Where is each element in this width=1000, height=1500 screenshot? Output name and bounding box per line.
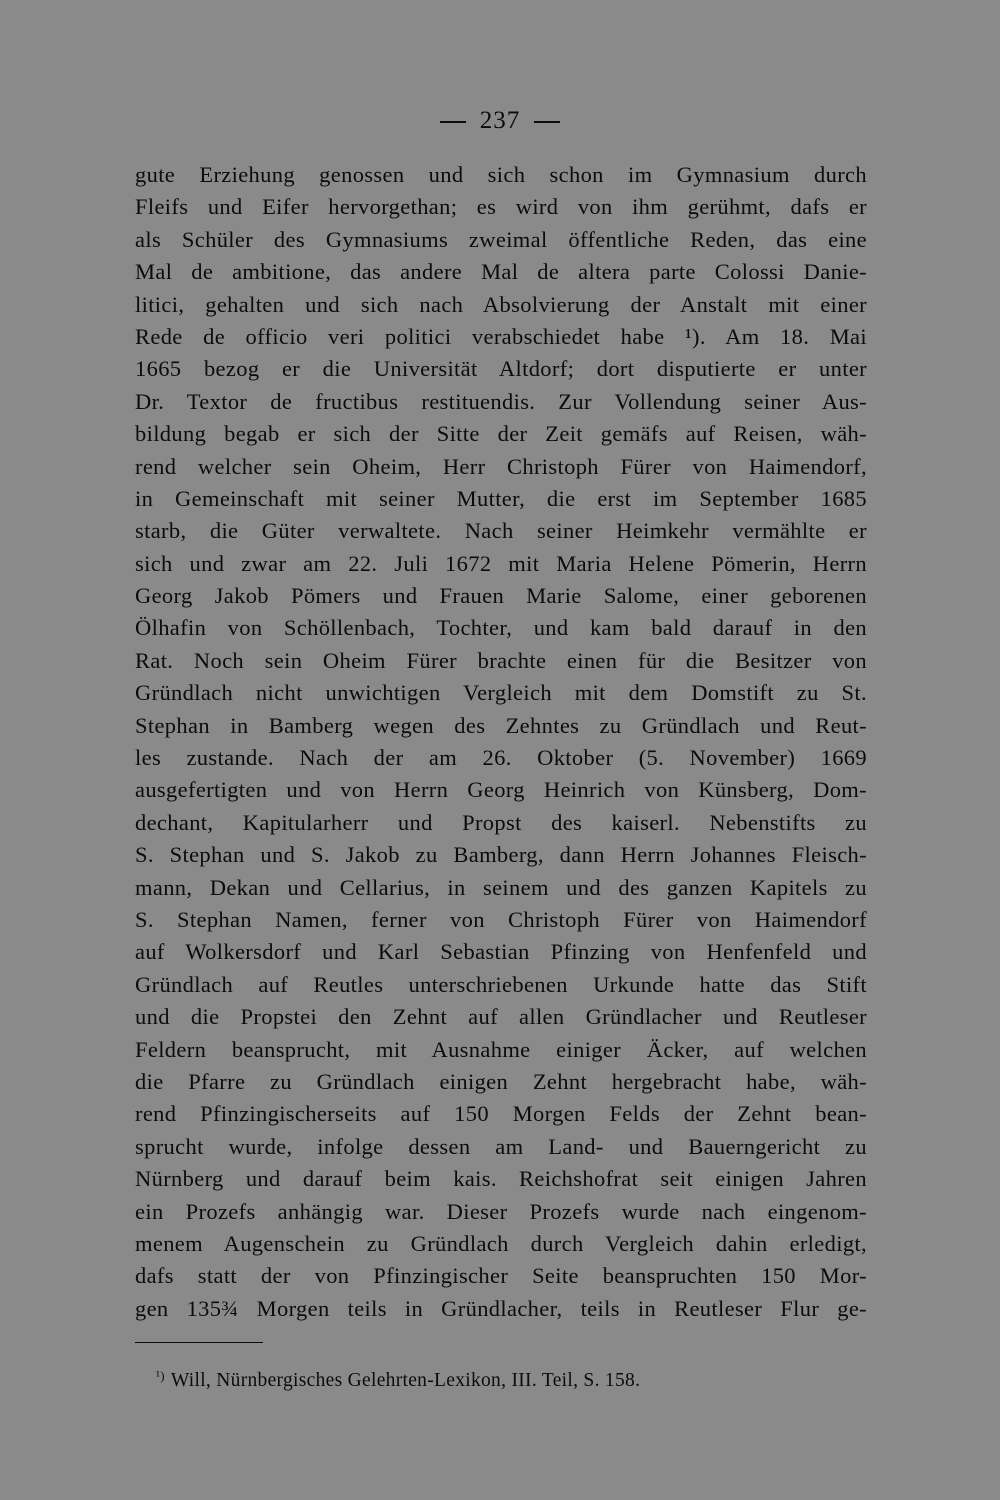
- text-line: Mal de ambitione, das andere Mal de altera parte Colossi Danie-: [135, 259, 867, 285]
- text-line: Ölhafin von Schöllenbach, Tochter, und kam bald darauf in den: [135, 615, 867, 641]
- footnote-rule: [135, 1342, 263, 1343]
- text-line: in Gemeinschaft mit seiner Mutter, die erst im September 1685: [135, 485, 867, 511]
- text-line: dechant, Kapitularherr und Propst des kaiserl. Nebenstifts zu: [135, 809, 867, 835]
- text-line: Gründlach auf Reutles unterschriebenen Urkunde hatte das Stift: [135, 971, 867, 997]
- text-line: bildung begab er sich der Sitte der Zeit gemäfs auf Reisen, wäh-: [135, 421, 867, 447]
- footnote-text: Will, Nürnbergisches Gelehrten-Lexikon, III. Teil, S. 158.: [170, 1370, 641, 1391]
- text-line: sprucht wurde, infolge dessen am Land- und Bauerngericht zu: [135, 1133, 867, 1159]
- text-line: gen 135¾ Morgen teils in Gründlacher, teils in Reutleser Flur ge-: [135, 1295, 867, 1321]
- text-line: Rat. Noch sein Oheim Fürer brachte einen für die Besitzer von: [135, 647, 867, 673]
- text-line: les zustande. Nach der am 26. Oktober (5. November) 1669: [135, 745, 867, 771]
- left-dash: [440, 121, 466, 123]
- text-line: ausgefertigten und von Herrn Georg Heinrich von Künsberg, Dom-: [135, 777, 867, 803]
- text-line: dafs statt der von Pfinzingischer Seite beanspruchten 150 Mor-: [135, 1263, 867, 1289]
- footnote-marker: ¹): [156, 1368, 165, 1383]
- footnote: [156, 1362, 640, 1395]
- text-line: die Pfarre zu Gründlach einigen Zehnt hergebracht habe, wäh-: [135, 1068, 867, 1094]
- page-number: 237: [479, 107, 521, 134]
- text-line: litici, gehalten und sich nach Absolvierung der Anstalt mit einer: [135, 291, 867, 317]
- right-dash: [534, 121, 560, 123]
- text-line: ein Prozefs anhängig war. Dieser Prozefs wurde nach eingenom-: [135, 1198, 867, 1224]
- text-line: mann, Dekan und Cellarius, in seinem und des ganzen Kapitels zu: [135, 874, 867, 900]
- text-line: Rede de officio veri politici verabschiedet habe ¹). Am 18. Mai: [135, 323, 867, 349]
- text-line: 1665 bezog er die Universität Altdorf; dort disputierte er unter: [135, 356, 867, 382]
- text-line: gute Erziehung genossen und sich schon im Gymnasium durch: [135, 162, 867, 187]
- text-line: Fleifs und Eifer hervorgethan; es wird von ihm gerühmt, dafs er: [135, 194, 867, 220]
- text-line: S. Stephan und S. Jakob zu Bamberg, dann Herrn Johannes Fleisch-: [135, 842, 867, 868]
- text-line: rend welcher sein Oheim, Herr Christoph Fürer von Haimendorf,: [135, 453, 867, 479]
- text-line: S. Stephan Namen, ferner von Christoph Fürer von Haimendorf: [135, 906, 867, 932]
- body-text: [135, 159, 867, 1325]
- page-number-header: [0, 103, 1000, 139]
- text-line: rend Pfinzingischerseits auf 150 Morgen Felds der Zehnt bean-: [135, 1101, 867, 1127]
- text-line: Nürnberg und darauf beim kais. Reichshofrat seit einigen Jahren: [135, 1166, 867, 1192]
- text-line: sich und zwar am 22. Juli 1672 mit Maria Helene Pömerin, Herrn: [135, 550, 867, 576]
- text-line: Georg Jakob Pömers und Frauen Marie Salome, einer geborenen: [135, 583, 867, 609]
- text-line: Stephan in Bamberg wegen des Zehntes zu Gründlach und Reut-: [135, 712, 867, 738]
- text-line: Dr. Textor de fructibus restituendis. Zur Vollendung seiner Aus-: [135, 388, 867, 414]
- text-line: auf Wolkersdorf und Karl Sebastian Pfinzing von Henfenfeld und: [135, 939, 867, 965]
- text-line: als Schüler des Gymnasiums zweimal öffentliche Reden, das eine: [135, 226, 867, 252]
- text-line: starb, die Güter verwaltete. Nach seiner Heimkehr vermählte er: [135, 518, 867, 544]
- text-line: menem Augenschein zu Gründlach durch Vergleich dahin erledigt,: [135, 1230, 867, 1256]
- text-line: Gründlach nicht unwichtigen Vergleich mit dem Domstift zu St.: [135, 680, 867, 706]
- text-line: Feldern beansprucht, mit Ausnahme einiger Äcker, auf welchen: [135, 1036, 867, 1062]
- text-line: und die Propstei den Zehnt auf allen Gründlacher und Reutleser: [135, 1004, 867, 1030]
